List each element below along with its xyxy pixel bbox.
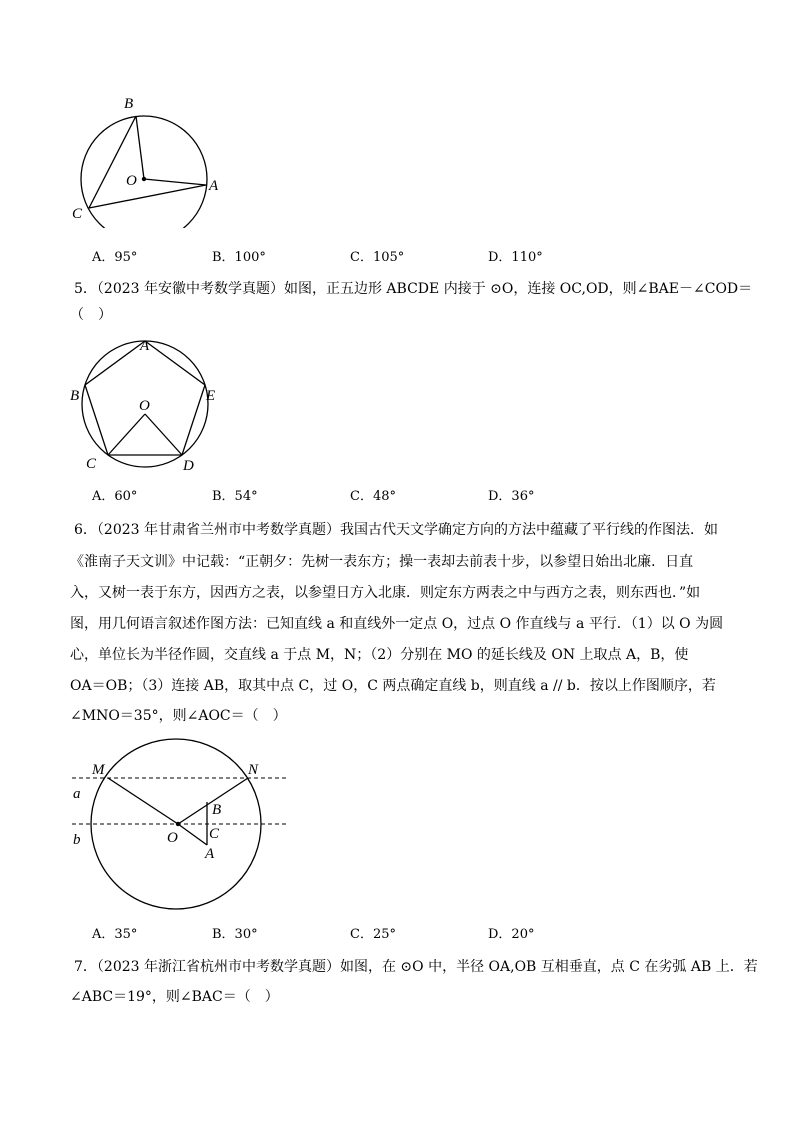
q6-label-a-line: a (73, 786, 81, 802)
q5-option-a: A．60° (92, 489, 138, 504)
q4-option-d: D．110° (488, 250, 543, 265)
q6-stem-line5: 心，单位长为半径作圆，交直线 a 于点 M，N；（2）分别在 MO 的延长线及 ON 上取点 A，B，使 (70, 647, 689, 663)
q4-circle-figure (60, 88, 230, 228)
q5-stem-line2: （ ） (70, 307, 112, 323)
q6-stem-line2: 《淮南子天文训》中记载：“正朝夕：先树一表东方；操一表却去前表十步，以参望日始出北廉．日直 (70, 554, 694, 570)
q5-label-c: C (86, 456, 97, 472)
q6-stem-line4: 图，用几何语言叙述作图方法：已知直线 a 和直线外一定点 O，过点 O 作直线与 a 平行．（1）以 O 为圆 (70, 616, 724, 632)
q6-option-b: B．30° (212, 927, 258, 942)
q4-segment-ca (89, 185, 206, 208)
q6-label-b-line: b (73, 832, 81, 848)
q6-segment-oa (178, 824, 207, 845)
q5-label-d: D (183, 458, 194, 474)
q6-label-c: C (209, 826, 220, 842)
q4-segment-cb (89, 116, 136, 208)
q5-option-c: C．48° (350, 489, 396, 504)
q5-option-b: B．54° (212, 489, 258, 504)
q6-label-m: M (92, 762, 105, 778)
q6-stem-line1: 6．（2023 年甘肃省兰州市中考数学真题）我国古代天文学确定方向的方法中蕴藏了平行线的作图法．如 (74, 522, 718, 538)
q6-stem-line6: OA＝OB；（3）连接 AB，取其中点 C，过 O，C 两点确定直线 b，则直线 a // b．按以上作图顺序，若 (70, 678, 716, 694)
q5-label-e: E (206, 388, 216, 404)
q4-option-a: A．95° (92, 250, 138, 265)
q6-stem-line3: 入，又树一表于东方，因西方之表，以参望日方入北康．则定东方两表之中与西方之表，则东西也．”如 (70, 585, 701, 601)
q4-label-o: O (126, 173, 137, 189)
q4-label-c: C (72, 206, 83, 222)
q4-segment-ob (136, 116, 144, 179)
q5-stem-line1: 5．（2023 年安徽中考数学真题）如图，正五边形 ABCDE 内接于 ⊙O，连接 OC,OD，则∠BAE－∠COD＝ (74, 281, 753, 297)
q5-label-b: B (70, 388, 80, 404)
q5-segment-oc (108, 414, 145, 455)
q5-pentagon-figure (66, 334, 226, 476)
q4-segment-oa (144, 179, 206, 185)
q6-option-d: D．20° (488, 927, 535, 942)
q5-label-o: O (139, 398, 150, 414)
q7-stem-line1: 7．（2023 年浙江省杭州市中考数学真题）如图，在 ⊙O 中，半径 OA,OB 互相垂直，点 C 在劣弧 AB 上．若 (74, 959, 758, 975)
q4-label-b: B (124, 96, 134, 112)
q6-option-a: A．35° (92, 927, 138, 942)
q4-center-dot (142, 177, 146, 181)
q4-option-c: C．105° (350, 250, 405, 265)
q7-stem-line2: ∠ABC＝19°，则∠BAC＝（ ） (70, 989, 279, 1005)
q6-label-o: O (167, 830, 178, 846)
q5-segment-od (145, 414, 182, 455)
q6-parallel-figure (60, 738, 300, 913)
q4-circle (81, 116, 207, 228)
q4-label-a: A (209, 178, 219, 194)
q6-label-n: N (248, 762, 259, 778)
q6-option-c: C．25° (350, 927, 396, 942)
q6-center-dot (176, 822, 180, 826)
q6-label-b-point: B (212, 802, 222, 818)
q6-stem-line7: ∠MNO＝35°，则∠AOC＝（ ） (70, 708, 287, 724)
q4-option-b: B．100° (212, 250, 266, 265)
q5-option-d: D．36° (488, 489, 535, 504)
q5-label-a: A (140, 338, 150, 354)
q6-label-a-point: A (205, 846, 215, 862)
q6-segment-mo (108, 778, 178, 824)
